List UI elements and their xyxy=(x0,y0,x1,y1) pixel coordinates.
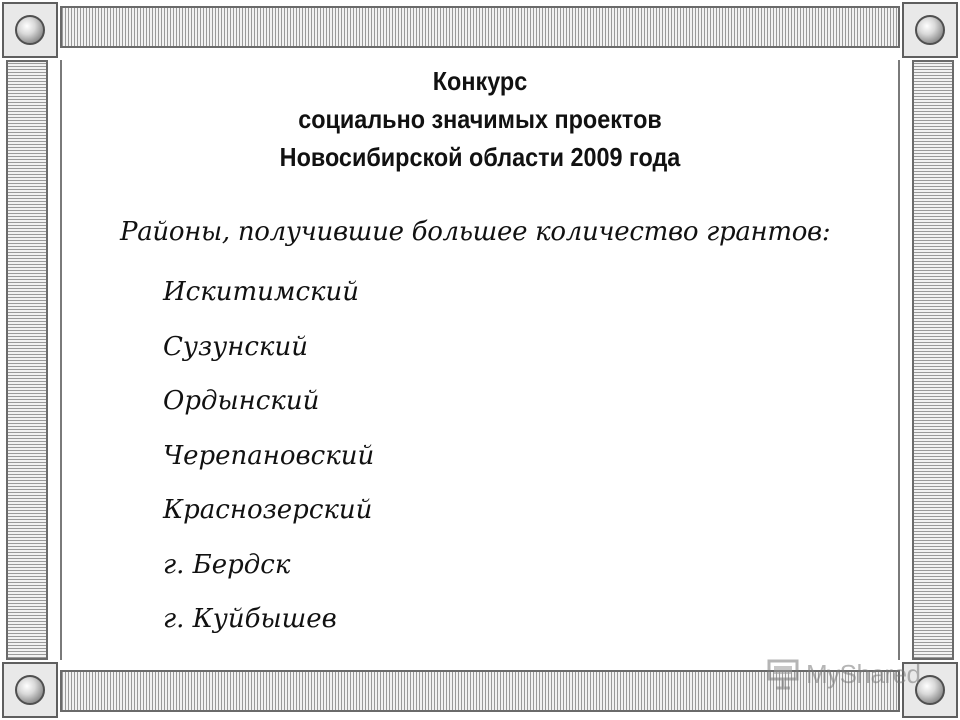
bolt-icon xyxy=(915,15,945,45)
title-line: Конкурс xyxy=(432,66,528,96)
list-item: г. Бердск xyxy=(163,549,291,580)
list-item: Краснозерский xyxy=(163,495,373,525)
list-item: Ордынский xyxy=(163,386,320,416)
title-line: Новосибирской области 2009 года xyxy=(279,142,681,172)
frame-right-bar xyxy=(912,60,954,660)
frame-top-bar xyxy=(60,6,900,48)
list-item: Сузунский xyxy=(163,331,308,362)
district-list xyxy=(163,268,374,650)
bolt-icon xyxy=(15,675,45,705)
list-item: Черепановский xyxy=(163,440,375,471)
frame-left-bar xyxy=(6,60,48,660)
list-item: Искитимский xyxy=(163,277,360,307)
slide-title xyxy=(138,62,822,176)
corner-top-left xyxy=(2,2,58,58)
watermark-text: MyShared xyxy=(806,658,921,689)
slide-subtitle: Районы, получившие большее количество грантов: xyxy=(120,217,831,247)
bolt-icon xyxy=(15,15,45,45)
corner-top-right xyxy=(902,2,958,58)
list-item: г. Куйбышев xyxy=(163,604,337,634)
presentation-board-icon xyxy=(766,658,800,690)
watermark xyxy=(766,656,921,692)
corner-bottom-left xyxy=(2,662,58,718)
title-line: социально значимых проектов xyxy=(298,104,662,134)
